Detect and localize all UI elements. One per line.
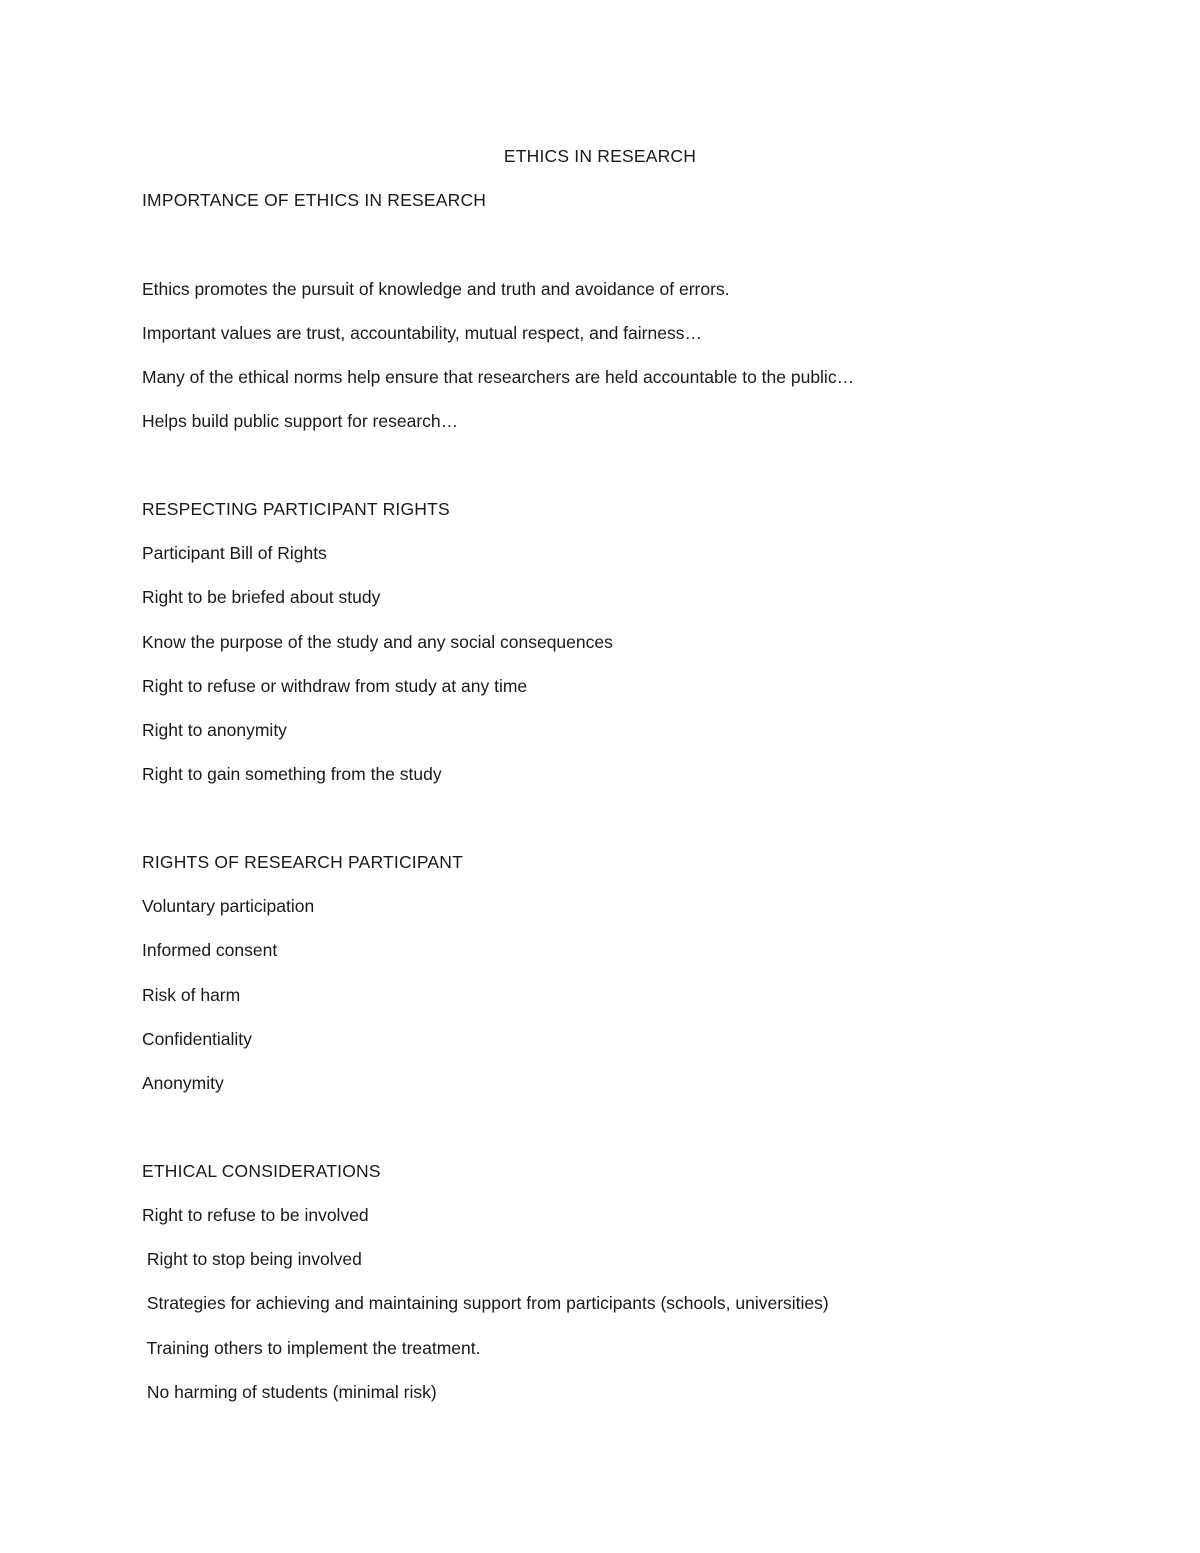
list-item: Right to gain something from the study bbox=[142, 764, 442, 784]
list-item: Risk of harm bbox=[142, 985, 241, 1005]
section-heading-rights-of-participant: RIGHTS OF RESEARCH PARTICIPANT bbox=[142, 852, 464, 872]
list-item: Know the purpose of the study and any social consequences bbox=[142, 632, 613, 652]
paragraph-line: Helps build public support for research… bbox=[142, 411, 459, 431]
list-item: Confidentiality bbox=[142, 1029, 252, 1049]
list-item: Anonymity bbox=[142, 1073, 224, 1093]
section-heading-ethical-considerations: ETHICAL CONSIDERATIONS bbox=[142, 1161, 381, 1181]
list-item: No harming of students (minimal risk) bbox=[142, 1382, 437, 1402]
list-item: Right to be briefed about study bbox=[142, 587, 381, 607]
list-item: Participant Bill of Rights bbox=[142, 543, 327, 563]
list-item: Training others to implement the treatment. bbox=[142, 1338, 481, 1358]
list-item: Informed consent bbox=[142, 940, 278, 960]
list-item: Right to stop being involved bbox=[142, 1249, 362, 1269]
list-item: Right to anonymity bbox=[142, 720, 287, 740]
paragraph-line: Important values are trust, accountability, mutual respect, and fairness… bbox=[142, 323, 702, 343]
section-heading-respecting-rights: RESPECTING PARTICIPANT RIGHTS bbox=[142, 499, 450, 519]
section-heading-importance: IMPORTANCE OF ETHICS IN RESEARCH bbox=[142, 190, 487, 210]
list-item: Right to refuse to be involved bbox=[142, 1205, 369, 1225]
list-item: Right to refuse or withdraw from study at any time bbox=[142, 676, 528, 696]
list-item: Strategies for achieving and maintaining support from participants (schools, universities) bbox=[142, 1293, 829, 1313]
document-title: ETHICS IN RESEARCH bbox=[503, 146, 697, 166]
list-item: Voluntary participation bbox=[142, 896, 315, 916]
paragraph-line: Many of the ethical norms help ensure that researchers are held accountable to the public… bbox=[142, 367, 855, 387]
paragraph-line: Ethics promotes the pursuit of knowledge and truth and avoidance of errors. bbox=[142, 279, 730, 299]
